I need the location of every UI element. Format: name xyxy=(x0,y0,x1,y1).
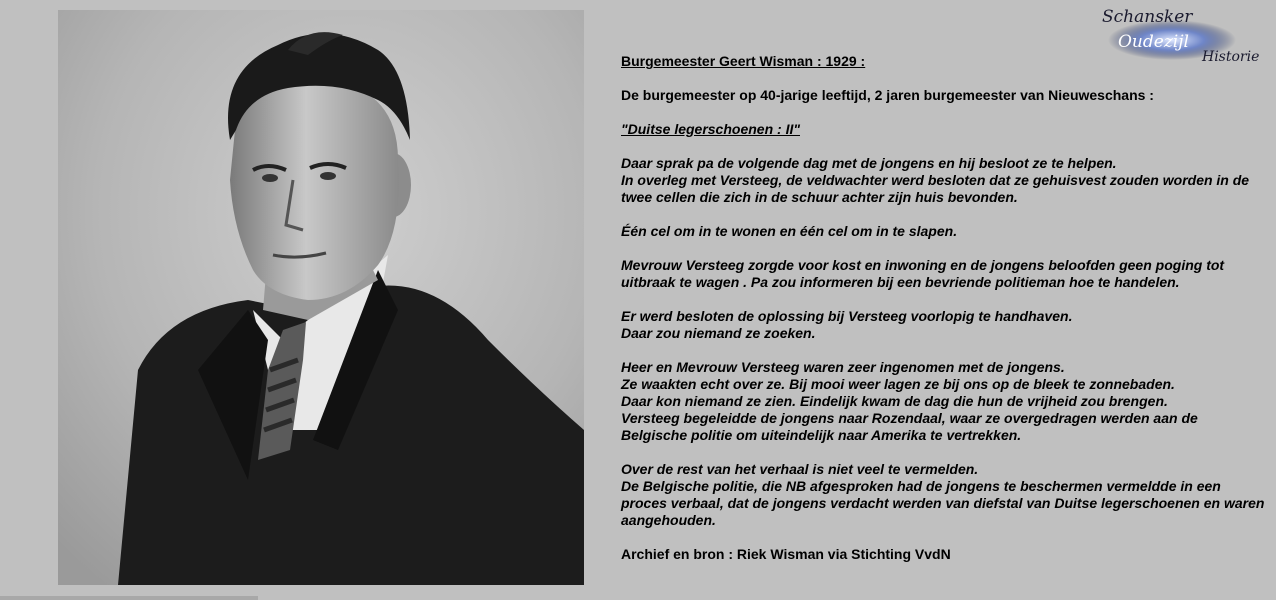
logo-line2: Oudezijl xyxy=(1118,32,1189,52)
article-intro: De burgemeester op 40-jarige leeftijd, 2 jaren burgemeester van Nieuweschans : xyxy=(621,87,1154,103)
story-line: Versteeg begeleidde de jongens naar Rozendaal, waar ze overgedragen werden aan de Belgische politie om uiteindelijk naar Amerika te vertrekken. xyxy=(621,410,1198,443)
story-line: Één cel om in te wonen en één cel om in te slapen. xyxy=(621,223,958,239)
story-paragraph xyxy=(621,359,1266,444)
article-subheading: "Duitse legerschoenen : II" xyxy=(621,121,800,137)
story-line: Er werd besloten de oplossing bij Versteeg voorlopig te handhaven. xyxy=(621,308,1073,324)
story-line: Heer en Mevrouw Versteeg waren zeer ingenomen met de jongens. xyxy=(621,359,1065,375)
story-paragraph xyxy=(621,155,1266,206)
story-line: Daar sprak pa de volgende dag met de jongens en hij besloot ze te helpen. xyxy=(621,155,1117,171)
horizontal-scrollbar[interactable] xyxy=(0,596,258,600)
logo-line3: Historie xyxy=(1202,49,1260,65)
story-line: Daar kon niemand ze zien. Eindelijk kwam de dag die hun de vrijheid zou brengen. xyxy=(621,393,1168,409)
article-heading: Burgemeester Geert Wisman : 1929 : xyxy=(621,53,866,69)
story-paragraph xyxy=(621,461,1266,529)
logo-line1: Schansker xyxy=(1102,7,1193,27)
story-line: Ze waakten echt over ze. Bij mooi weer lagen ze bij ons op de bleek te zonnebaden. xyxy=(621,376,1175,392)
article-story xyxy=(621,155,1266,529)
story-line: Daar zou niemand ze zoeken. xyxy=(621,325,816,341)
story-line: De Belgische politie, die NB afgesproken had de jongens te beschermen vermeldde in een proces verbaal, dat de jongens verdacht werden van diefstal van Duitse legerschoenen en waren aangehouden. xyxy=(621,478,1265,528)
article xyxy=(621,53,1266,580)
story-line: In overleg met Versteeg, de veldwachter werd besloten dat ze gehuisvest zouden worden in de twee cellen die zich in de schuur achter zijn huis bevonden. xyxy=(621,172,1250,205)
story-paragraph xyxy=(621,223,1266,240)
story-paragraph xyxy=(621,257,1266,291)
story-paragraph xyxy=(621,308,1266,342)
article-source: Archief en bron : Riek Wisman via Stichting VvdN xyxy=(621,546,951,562)
story-line: Mevrouw Versteeg zorgde voor kost en inwoning en de jongens beloofden geen poging tot uitbraak te wagen . Pa zou informeren bij een bevriende politieman hoe te handelen. xyxy=(621,257,1225,290)
portrait-photo xyxy=(58,10,584,585)
story-line: Over de rest van het verhaal is niet veel te vermelden. xyxy=(621,461,979,477)
